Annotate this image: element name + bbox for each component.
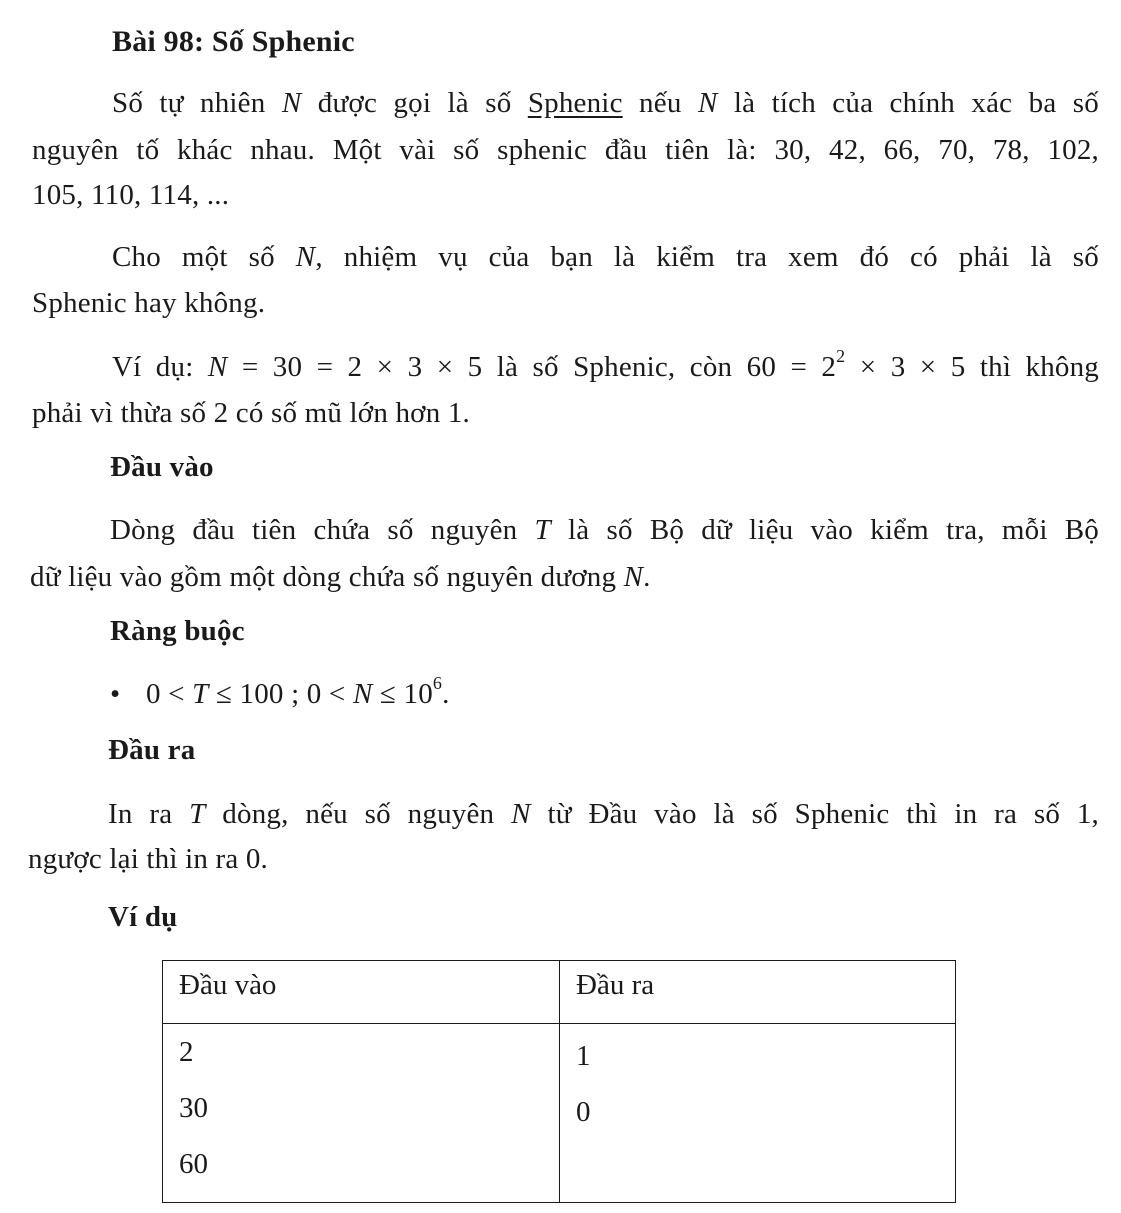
- problem-title: Bài 98: Số Sphenic: [112, 25, 355, 58]
- constraints-heading: Ràng buộc: [110, 615, 245, 647]
- sample-heading: Ví dụ: [108, 901, 178, 933]
- input-line-1: Dòng đầu tiên chứa số nguyên T là số Bộ dữ liệu vào kiểm tra, mỗi Bộ: [110, 514, 1100, 546]
- intro-line-1: Số tự nhiên N được gọi là số Sphenic nếu N là tích của chính xác ba số: [112, 87, 1099, 119]
- input-line: 2: [179, 1036, 194, 1068]
- column-header-input: Đầu vào: [163, 961, 560, 1024]
- column-header-output: Đầu ra: [560, 961, 956, 1024]
- example-line-2: phải vì thừa số 2 có số mũ lớn hơn 1.: [32, 397, 471, 429]
- table-header-row: [163, 961, 956, 1024]
- term-sphenic: Sphenic: [527, 87, 623, 119]
- task-line-1: Cho một số N, nhiệm vụ của bạn là kiểm tra xem đó có phải là số: [112, 241, 1099, 273]
- intro-line-3: 105, 110, 114, ...: [32, 179, 230, 211]
- output-line: 0: [576, 1096, 591, 1128]
- input-line-2: dữ liệu vào gồm một dòng chứa số nguyên dương N.: [30, 561, 651, 593]
- task-line-2: Sphenic hay không.: [32, 287, 266, 319]
- bullet-icon: •: [110, 678, 121, 710]
- output-line: 1: [576, 1040, 591, 1072]
- output-heading: Đầu ra: [108, 734, 196, 766]
- output-line-2: ngược lại thì in ra 0.: [28, 843, 269, 875]
- intro-line-2: nguyên tố khác nhau. Một vài số sphenic đầu tiên là: 30, 42, 66, 70, 78, 102,: [32, 134, 1099, 166]
- output-cell: [560, 1024, 956, 1203]
- table-row: [163, 1024, 956, 1203]
- input-cell: [163, 1024, 560, 1203]
- output-line-1: In ra T dòng, nếu số nguyên N từ Đầu vào là số Sphenic thì in ra số 1,: [108, 798, 1100, 830]
- constraint-line: 0 < T ≤ 100 ; $0 < N \le 10^6$.: [146, 673, 450, 710]
- example-line-1: Ví dụ: N = 30 = 2 × 3 × 5 là số Sphenic, còn $60 = 2^2 \times 3 \times 5$ thì không: [112, 346, 1099, 383]
- input-line: 60: [179, 1148, 208, 1180]
- input-heading: Đầu vào: [110, 451, 214, 483]
- sample-table: [162, 960, 956, 1203]
- input-line: 30: [179, 1092, 208, 1124]
